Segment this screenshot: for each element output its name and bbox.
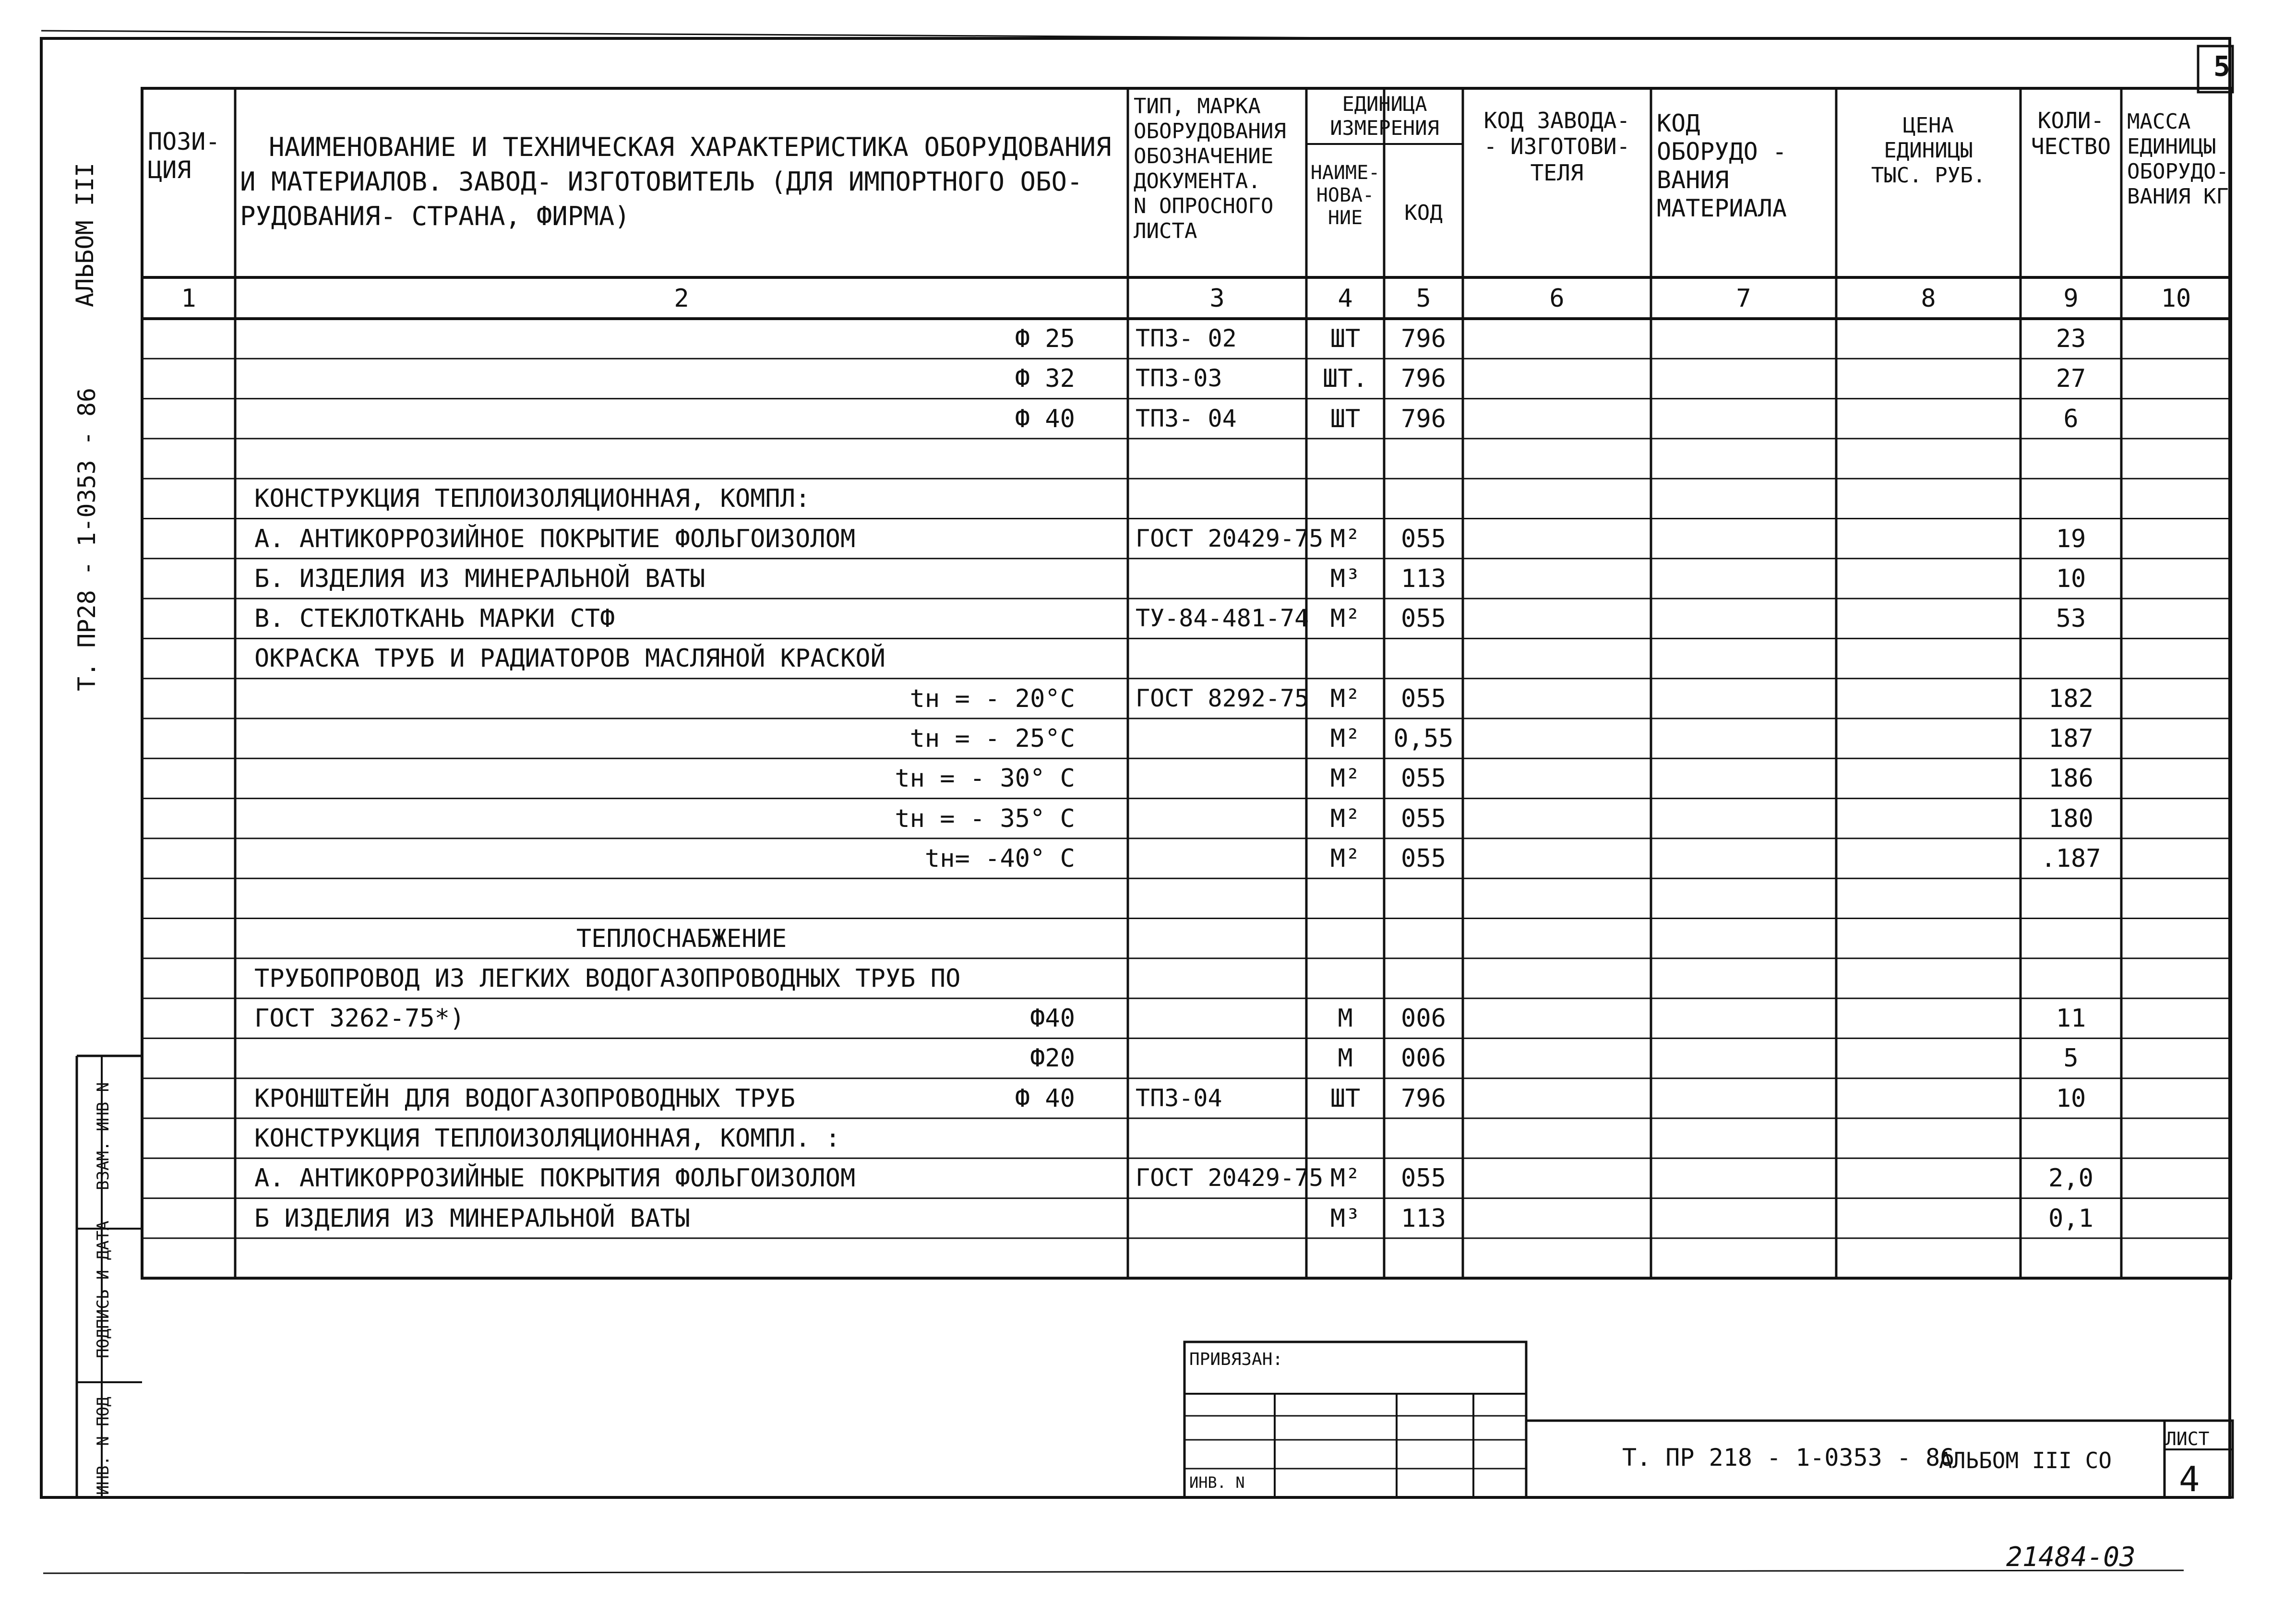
page-number: 5 [2213,50,2230,83]
row-9-size: tн = - 20°С [909,684,1075,713]
head-type-4: N ОПРОСНОГО [1134,193,1274,218]
head-position-0: ПОЗИ- [148,128,220,156]
row-17-qty: 11 [2056,1004,2086,1033]
head-position-1: ЦИЯ [148,156,191,184]
head-type-0: ТИП, МАРКА [1134,94,1261,119]
head-type-1: ОБОРУДОВАНИЯ [1134,119,1286,144]
head-type-2: ОБОЗНАЧЕНИЕ [1134,144,1274,168]
col-number-8: 8 [1921,284,1936,313]
row-1-size: Ф 32 [1015,364,1075,394]
row-9-unit: М² [1330,684,1361,713]
row-9-type: ГОСТ 8292-75 [1136,684,1309,712]
row-12-size: tн = - 35° С [895,804,1075,833]
row-1-code: 796 [1401,364,1446,394]
row-18-qty: 5 [2063,1044,2079,1073]
row-9-code: 055 [1401,684,1446,713]
head-unit-name-1: НОВА- [1316,184,1375,207]
row-7-qty: 53 [2056,604,2086,634]
row-1-qty: 27 [2056,364,2086,394]
head-unit-group-1: ИЗМЕРЕНИЯ [1330,116,1439,140]
row-21-qty: 2,0 [2048,1164,2093,1193]
row-5-type: ГОСТ 20429-75 [1136,524,1324,552]
head-qty-1: ЧЕСТВО [2031,133,2111,160]
row-21-code: 055 [1401,1164,1446,1193]
head-equip-code-0: КОД [1657,109,1700,137]
head-unit-name-2: НИЕ [1327,207,1363,229]
row-7-code: 055 [1401,604,1446,634]
side-drawing-code: Т. ПР28 - 1-0353 - 86 [73,387,101,691]
row-19-qty: 10 [2056,1084,2086,1113]
side-album-label: АЛЬБОМ III [71,162,99,307]
head-name-0: НАИМЕНОВАНИЕ И ТЕХНИЧЕСКАЯ ХАРАКТЕРИСТИКА ОБОРУДОВАНИЯ [269,132,1112,162]
col-number-2: 2 [674,284,689,313]
row-13-size: tн= -40° С [924,844,1075,873]
row-19-name: КРОНШТЕЙН ДЛЯ ВОДОГАЗОПРОВОДНЫХ ТРУБ [254,1084,796,1113]
col-number-5: 5 [1416,284,1431,313]
row-12-unit: М² [1330,804,1361,833]
row-13-code: 055 [1401,844,1446,873]
head-mass-0: МАССА [2127,109,2191,134]
row-11-code: 055 [1401,764,1446,793]
row-17-size: Ф40 [1030,1004,1075,1033]
stamp-replace-label: ВЗАМ. ИНВ N [94,1082,113,1190]
head-type-3: ДОКУМЕНТА. [1134,168,1261,193]
row-13-unit: М² [1330,844,1361,873]
row-22-name: Б ИЗДЕЛИЯ ИЗ МИНЕРАЛЬНОЙ ВАТЫ [254,1204,690,1233]
row-22-qty: 0,1 [2048,1204,2093,1233]
row-22-unit: М³ [1330,1204,1361,1233]
row-11-qty: 186 [2048,764,2093,793]
row-10-unit: М² [1330,724,1361,753]
row-10-code: 0,55 [1393,724,1454,753]
row-10-size: tн = - 25°С [909,724,1075,753]
row-7-type: ТУ-84-481-74 [1136,604,1309,633]
row-2-type: ТПЗ- 04 [1136,404,1237,432]
head-price-0: ЦЕНА [1903,113,1954,138]
row-12-qty: 180 [2048,804,2093,833]
head-name-2: РУДОВАНИЯ- СТРАНА, ФИРМА) [240,201,630,231]
row-0-unit: ШТ [1330,324,1361,353]
row-0-code: 796 [1401,324,1446,353]
row-21-name: А. АНТИКОРРОЗИЙНЫЕ ПОКРЫТИЯ ФОЛЬГОИЗОЛОМ [254,1164,856,1193]
head-price-1: ЕДИНИЦЫ [1884,138,1973,163]
row-5-unit: М² [1330,524,1361,553]
row-17-code: 006 [1401,1004,1446,1033]
head-mass-1: ЕДИНИЦЫ [2127,134,2216,159]
row-8-name: ОКРАСКА ТРУБ И РАДИАТОРОВ МАСЛЯНОЙ КРАСКОЙ [254,644,885,673]
row-18-code: 006 [1401,1044,1446,1073]
document-code: Т. ПР 218 - 1-0353 - 86 [1622,1444,1955,1471]
row-22-code: 113 [1401,1204,1446,1233]
row-2-size: Ф 40 [1015,404,1075,433]
row-10-qty: 187 [2048,724,2093,753]
row-11-unit: М² [1330,764,1361,793]
row-13-qty: .187 [2041,844,2101,873]
row-18-size: Ф20 [1030,1044,1075,1073]
head-name-1: И МАТЕРИАЛОВ. ЗАВОД- ИЗГОТОВИТЕЛЬ (ДЛЯ ИМПОРТНОГО ОБО- [240,167,1083,197]
row-1-type: ТПЗ-03 [1136,364,1222,393]
bottom-thin-line [43,1570,2184,1573]
head-equip-code-3: МАТЕРИАЛА [1657,194,1787,222]
row-0-qty: 23 [2056,324,2086,353]
row-0-size: Ф 25 [1015,324,1075,353]
head-mass-2: ОБОРУДО- [2127,159,2229,184]
head-price-2: ТЫС. РУБ. [1871,163,1986,188]
row-19-type: ТПЗ-04 [1136,1084,1222,1112]
head-unit-name-0: НАИМЕ- [1310,162,1380,184]
row-19-unit: ШТ [1330,1084,1361,1113]
row-18-unit: М [1338,1044,1353,1073]
footer-number: 21484-03 [2006,1542,2136,1573]
sheet-number: 4 [2179,1459,2200,1499]
head-factory-code-0: КОД ЗАВОДА- [1483,108,1630,133]
row-2-code: 796 [1401,404,1446,433]
head-mass-3: ВАНИЯ КГ [2127,184,2229,209]
head-type-5: ЛИСТА [1134,218,1197,243]
row-12-code: 055 [1401,804,1446,833]
head-equip-code-2: ВАНИЯ [1657,166,1729,194]
row-17-name: ГОСТ 3262-75*) [254,1004,465,1033]
col-number-6: 6 [1549,284,1565,313]
row-4-name: КОНСТРУКЦИЯ ТЕПЛОИЗОЛЯЦИОННАЯ, КОМПЛ: [254,484,811,514]
col-number-1: 1 [181,284,196,313]
row-0-type: ТПЗ- 02 [1136,324,1237,352]
row-16-name: ТРУБОПРОВОД ИЗ ЛЕГКИХ ВОДОГАЗОПРОВОДНЫХ ТРУБ ПО [254,964,961,993]
row-17-unit: М [1338,1004,1353,1033]
head-factory-code-1: - ИЗГОТОВИ- [1483,133,1630,160]
row-1-unit: ШТ. [1323,364,1368,394]
row-5-name: А. АНТИКОРРОЗИЙНОЕ ПОКРЫТИЕ ФОЛЬГОИЗОЛОМ [254,524,856,553]
row-2-qty: 6 [2063,404,2079,433]
col-number-4: 4 [1338,284,1353,313]
row-6-code: 113 [1401,564,1446,593]
row-21-unit: М² [1330,1164,1361,1193]
head-unit-code-0: КОД [1404,201,1443,225]
head-equip-code-1: ОБОРУДО - [1657,138,1787,166]
inv-label: ИНВ. N [1189,1473,1245,1492]
sheet-label: ЛИСТ [2165,1428,2210,1449]
row-21-type: ГОСТ 20429-75 [1136,1164,1324,1192]
row-9-qty: 182 [2048,684,2093,713]
stamp-signature-label: ПОДПИСЬ И ДАТА [94,1220,113,1358]
row-6-qty: 10 [2056,564,2086,593]
row-19-code: 796 [1401,1084,1446,1113]
head-factory-code-2: ТЕЛЯ [1530,159,1584,186]
row-20-name: КОНСТРУКЦИЯ ТЕПЛОИЗОЛЯЦИОННАЯ, КОМПЛ. : [254,1124,840,1153]
row-7-unit: М² [1330,604,1361,634]
row-5-qty: 19 [2056,524,2086,553]
head-unit-group-0: ЕДИНИЦА [1342,92,1427,116]
col-number-7: 7 [1736,284,1751,313]
col-number-3: 3 [1209,284,1225,313]
col-number-9: 9 [2063,284,2079,313]
bound-label: ПРИВЯЗАН: [1189,1350,1283,1369]
row-5-code: 055 [1401,524,1446,553]
col-number-10: 10 [2161,284,2191,313]
row-11-size: tн = - 30° С [895,764,1075,793]
row-6-unit: М³ [1330,564,1361,593]
head-qty-0: КОЛИ- [2037,108,2105,133]
stamp-inv-label: ИНВ. N ПОД [94,1397,113,1495]
row-7-name: В. СТЕКЛОТКАНЬ МАРКИ СТФ [254,604,615,634]
album-label: АЛЬБОМ III СО [1939,1448,2112,1473]
row-19-size: Ф 40 [1015,1084,1075,1113]
row-15-name: ТЕПЛОСНАБЖЕНИЕ [576,924,787,953]
row-2-unit: ШТ [1330,404,1361,433]
row-6-name: Б. ИЗДЕЛИЯ ИЗ МИНЕРАЛЬНОЙ ВАТЫ [254,564,706,593]
